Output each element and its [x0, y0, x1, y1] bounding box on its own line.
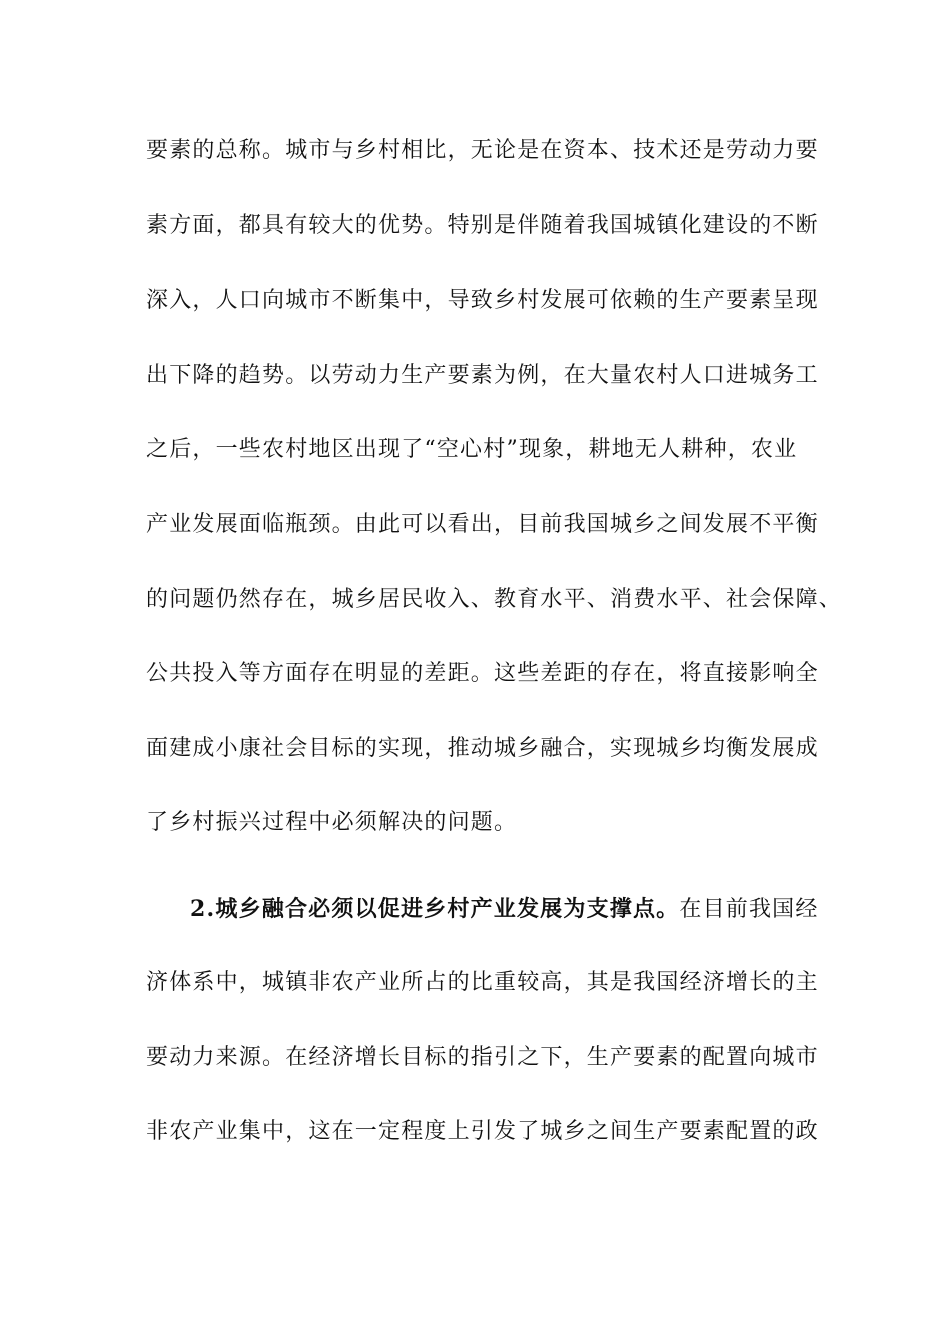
section-heading: 2.城乡融合必须以促进乡村产业发展为支撑点。: [190, 896, 680, 922]
paragraph-line: 深入，人口向城市不断集中，导致乡村发展可依赖的生产要素呈现: [146, 288, 819, 313]
paragraph-heading-line: [190, 894, 850, 924]
heading-line-continuation: 在目前我国经: [679, 897, 819, 922]
paragraph-line: 产业发展面临瓶颈。由此可以看出，目前我国城乡之间发展不平衡: [146, 512, 819, 537]
paragraph-line: 的问题仍然存在，城乡居民收入、教育水平、消费水平、社会保障、: [146, 587, 843, 612]
paragraph-line: 非农产业集中，这在一定程度上引发了城乡之间生产要素配置的政: [146, 1119, 819, 1144]
paragraph-line: 面建成小康社会目标的实现，推动城乡融合，实现城乡均衡发展成: [146, 736, 819, 761]
paragraph-line: 济体系中，城镇非农产业所占的比重较高，其是我国经济增长的主: [146, 970, 819, 995]
paragraph-line: 要素的总称。城市与乡村相比，无论是在资本、技术还是劳动力要: [146, 138, 819, 163]
paragraph-line: 要动力来源。在经济增长目标的指引之下，生产要素的配置向城市: [146, 1045, 819, 1070]
paragraph-line: 了乡村振兴过程中必须解决的问题。: [146, 810, 518, 835]
paragraph-line: 素方面，都具有较大的优势。特别是伴随着我国城镇化建设的不断: [146, 213, 819, 238]
paragraph-line: 公共投入等方面存在明显的差距。这些差距的存在，将直接影响全: [146, 661, 819, 686]
paragraph-line: 出下降的趋势。以劳动力生产要素为例，在大量农村人口进城务工: [146, 363, 819, 388]
paragraph-line: 之后，一些农村地区出现了“空心村”现象，耕地无人耕种，农业: [146, 437, 798, 462]
